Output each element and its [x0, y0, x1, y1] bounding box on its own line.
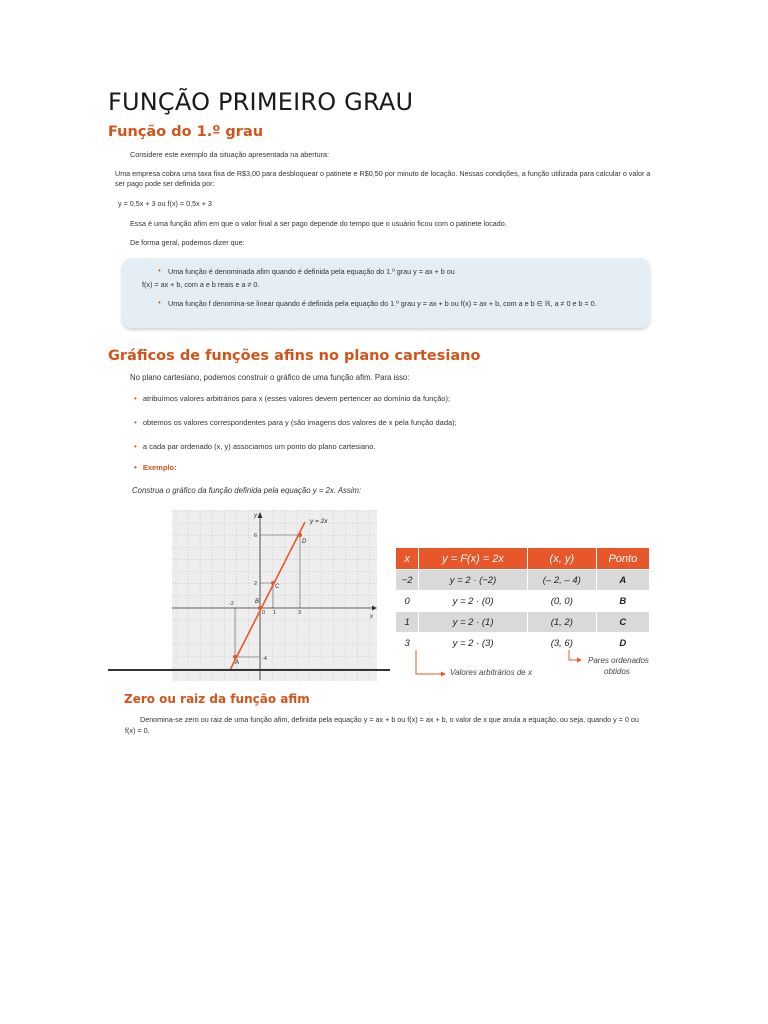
definition-affine: Uma função é denominada afim quando é definida pela equação do 1.º grau y = ax + b ou — [168, 267, 455, 276]
point-label: C — [275, 584, 280, 590]
table-row: −2 y = 2 · (−2) (– 2, – 4) A — [396, 570, 650, 591]
table-row: 1 y = 2 · (1) (1, 2) C — [396, 612, 650, 633]
tick-label: 1 — [273, 610, 277, 616]
paragraph: Denomina-se zero ou raiz de uma função afim, definida pela equação y = ax + b ou f(x) = ax + b, o valor de x que anula a equação, ou seja, quando y = 0 ou — [140, 715, 639, 724]
section-title: Gráficos de funções afins no plano cartesiano — [108, 348, 481, 364]
example-caption: Construa o gráfico da função definida pela equação y = 2x. Assim: — [132, 486, 362, 495]
bullet-icon: • — [158, 266, 161, 275]
tick-label: -2 — [229, 601, 234, 607]
table-header: (x, y) — [527, 548, 596, 570]
page-title: FUNÇÃO PRIMEIRO GRAU — [108, 88, 414, 116]
tick-label: 6 — [254, 533, 258, 539]
point-d — [298, 533, 302, 537]
cartesian-graph — [172, 510, 382, 685]
table-header: x — [396, 548, 419, 570]
paragraph: Uma empresa cobra uma taxa fixa de R$3,00 para desbloquear o patinete e R$0,50 por minuto de locação. Nessas condições, a função utilizada para calcular o valor a ser pago pode ser definida por: — [115, 169, 651, 188]
note-arbitrary-values: Valores arbitrários de x — [450, 668, 532, 677]
note-ordered-pairs: Pares ordenados — [588, 656, 649, 665]
point-label: D — [302, 539, 307, 545]
definition-linear: Uma função f denomina-se linear quando é definida pela equação do 1.º grau y = ax + b ou f(x) = ax + b, com a e b ∈ ℝ, a ≠ 0 e b = 0. — [168, 299, 597, 308]
bullet-icon: • — [134, 463, 137, 472]
paragraph: Essa é uma função afim em que o valor final a ser pago depende do tempo que o usuário ficou com o patinete locado. — [130, 219, 507, 228]
section-title: Zero ou raiz da função afim — [124, 692, 310, 706]
paragraph: Considere este exemplo da situação apresentada na abertura: — [130, 150, 329, 159]
note-ordered-pairs-2: obtidos — [604, 667, 630, 676]
tick-label: 3 — [298, 610, 302, 616]
paragraph: De forma geral, podemos dizer que: — [130, 238, 245, 247]
bullet-icon: • — [134, 394, 137, 403]
section-funcao-primeiro-grau — [108, 124, 668, 140]
values-table — [395, 547, 650, 654]
list-item: • obtemos os valores correspondentes para y (são imagens dos valores de x pela função dada); — [134, 418, 457, 427]
section-graficos — [108, 348, 668, 364]
table-header: y = F(x) = 2x — [419, 548, 528, 570]
tick-label: -4 — [262, 656, 267, 662]
formula: y = 0,5x + 3 ou f(x) = 0,5x + 3 — [118, 199, 212, 208]
definition-affine-cont: f(x) = ax + b, com a e b reais e a ≠ 0. — [142, 280, 260, 289]
point-label: B — [255, 599, 260, 605]
bullet-icon: • — [134, 442, 137, 451]
arrow-left — [416, 650, 443, 674]
table-header: Ponto — [596, 548, 649, 570]
paragraph: No plano cartesiano, podemos construir o gráfico de uma função afim. Para isso: — [130, 373, 410, 382]
list-item: • a cada par ordenado (x, y) associamos um ponto do plano cartesiano. — [134, 442, 376, 451]
list-item: • atribuímos valores arbitrários para x (esses valores devem pertencer ao domínio da função); — [134, 394, 451, 403]
table-header-row — [396, 548, 650, 570]
section-title: Função do 1.º grau — [108, 124, 264, 140]
definition-box — [122, 258, 650, 328]
table-row: 3 y = 2 · (3) (3, 6) D — [396, 633, 650, 654]
point-a — [233, 655, 237, 659]
point-label: A — [235, 660, 240, 666]
y-axis-label: y — [254, 513, 257, 519]
divider — [108, 669, 390, 671]
tick-label: 2 — [254, 581, 258, 587]
x-axis-label: x — [370, 614, 373, 620]
line-label: y = 2x — [310, 518, 328, 525]
arrow-right-icon — [441, 672, 446, 677]
table-row: 0 y = 2 · (0) (0, 0) B — [396, 591, 650, 612]
arrow-right-icon — [577, 658, 582, 663]
bullet-icon: • — [134, 418, 137, 427]
section-zero-raiz — [124, 692, 684, 706]
paragraph: f(x) = 0. — [125, 726, 150, 735]
example-label: • Exemplo: — [134, 463, 177, 472]
tick-label: 0 — [262, 610, 266, 616]
bullet-icon: • — [158, 298, 161, 307]
